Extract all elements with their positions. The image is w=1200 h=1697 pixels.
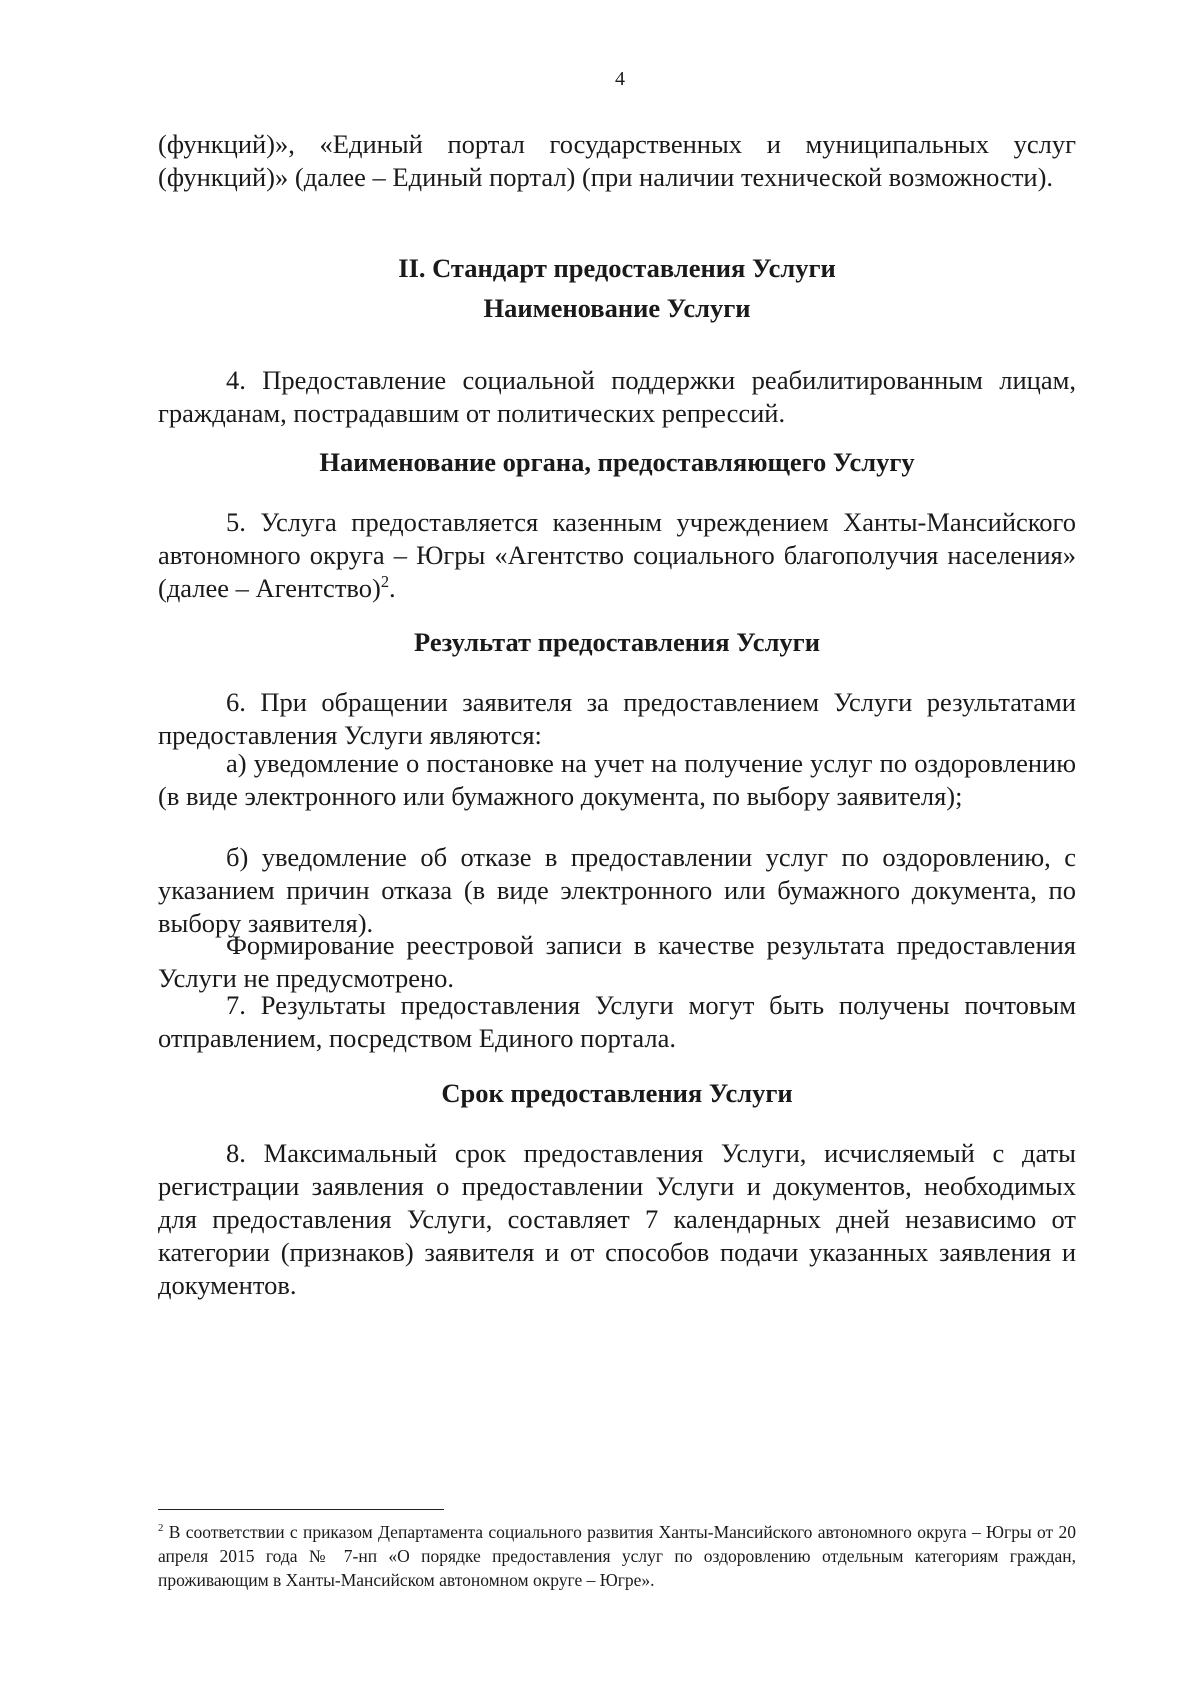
item-5-end: . bbox=[389, 573, 396, 603]
item-6: 6. При обращении заявителя за предоставлением Услуги результатами предоставления Услуги являются: bbox=[158, 687, 1076, 750]
footnote-ref: 2 bbox=[380, 572, 390, 592]
section-title: II. Стандарт предоставления Услуги bbox=[398, 253, 836, 283]
item-5 bbox=[158, 506, 1076, 605]
heading-authority: Наименование органа, предоставляющего Услугу bbox=[319, 447, 915, 477]
footnote bbox=[158, 1520, 1076, 1592]
footnote-text: В соответствии с приказом Департамента социального развития Ханты-Мансийского автономного округа – Югры от 20 апреля 2015 года № 7-нп «О порядке предоставления услуг по оздоровлению отдельным категориям граждан, проживающим в Ханты-Мансийском автономном округе – Югре». bbox=[158, 1522, 1076, 1590]
intro-paragraph: (функций)», «Единый портал государственных и муниципальных услуг (функций)» (далее – Единый портал) (при наличии технической возможности). bbox=[158, 129, 1076, 192]
item-4: 4. Предоставление социальной поддержки реабилитированным лицам, гражданам, пострадавшим от политических репрессий. bbox=[158, 365, 1076, 428]
item-6-sub-b: б) уведомление об отказе в предоставлении услуг по оздоровлению, с указанием причин отказа (в виде электронного или бумажного документа, по выбору заявителя). bbox=[158, 842, 1076, 938]
heading-service-name: Наименование Услуги bbox=[483, 293, 751, 323]
footnote-mark: 2 bbox=[158, 1522, 164, 1535]
item-7: 7. Результаты предоставления Услуги могут быть получены почтовым отправлением, посредством Единого портала. bbox=[158, 990, 1076, 1053]
footnote-separator bbox=[158, 1509, 444, 1510]
item-6-sub-a: а) уведомление о постановке на учет на получение услуг по оздоровлению (в виде электронного или бумажного документа, по выбору заявителя); bbox=[158, 748, 1076, 811]
heading-term: Срок предоставления Услуги bbox=[441, 1078, 793, 1108]
item-8: 8. Максимальный срок предоставления Услуги, исчисляемый с даты регистрации заявления о предоставлении Услуги и документов, необходимых для предоставления Услуги, составляет 7 календарных дней независимо от категории (признаков) заявителя и от способов подачи указанных заявления и документов. bbox=[158, 1138, 1076, 1300]
heading-result: Результат предоставления Услуги bbox=[414, 627, 820, 657]
registry-note: Формирование реестровой записи в качестве результата предоставления Услуги не предусмотрено. bbox=[158, 930, 1076, 993]
item-5-text: 5. Услуга предоставляется казенным учреждением Ханты-Мансийского автономного округа – Югры «Агентство социального благополучия населения» (далее – Агентство) bbox=[158, 507, 1076, 603]
page-number: 4 bbox=[615, 68, 625, 90]
